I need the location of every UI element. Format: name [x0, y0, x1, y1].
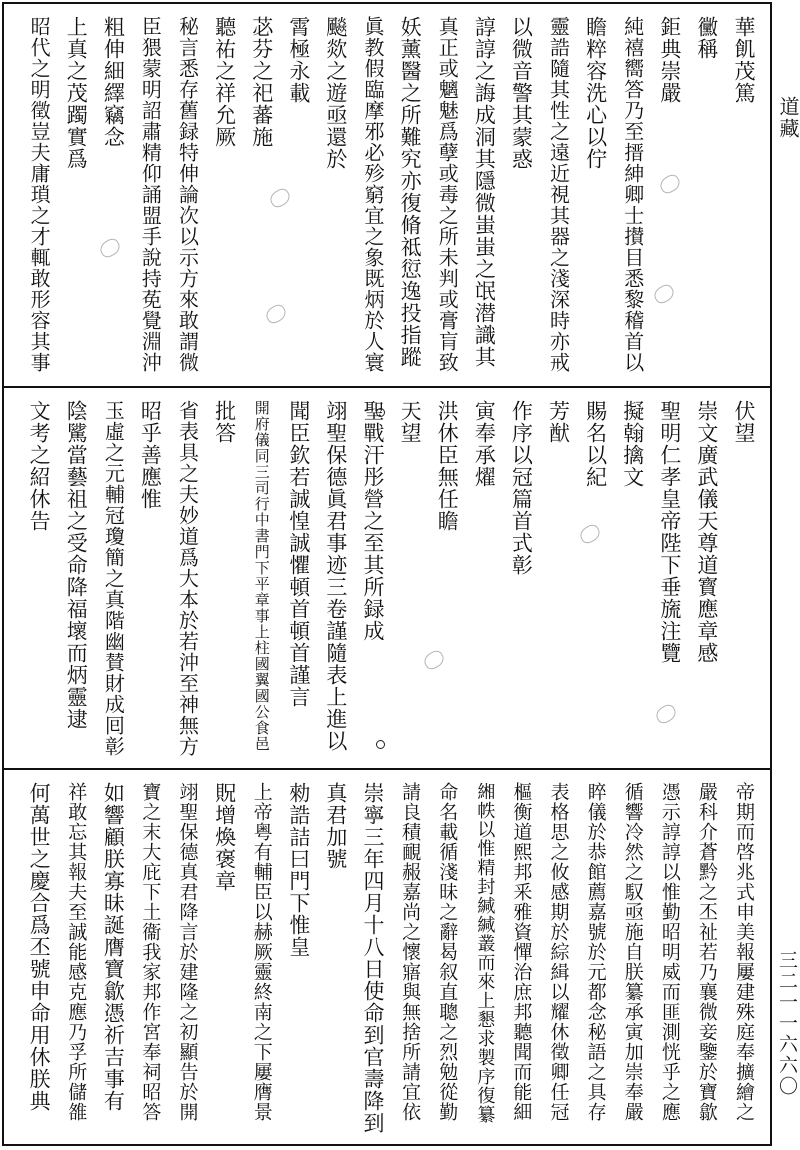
- text-column: 眞教假臨摩邪必殄窮宜之象既炳於人寰: [361, 16, 385, 373]
- text-panel-1: [18, 16, 756, 378]
- text-column: 天望: [398, 400, 423, 444]
- circle-mark: [376, 408, 385, 417]
- text-column: 聞臣欽若誠惶誠懼頓首頓首謹言: [286, 400, 311, 708]
- page-frame: [2, 2, 772, 1146]
- text-column: 伏望: [732, 400, 756, 444]
- text-column: 寅奉承燿: [472, 400, 497, 488]
- text-column: 緗帙以惟精封緘緘叢而來上懇求製序復纂: [474, 782, 496, 1124]
- text-column: 聽祐之祥允厥: [212, 16, 237, 148]
- text-column: 樞衡道熙邦釆雅資憚治庶邦聽聞而能細: [510, 782, 533, 1122]
- text-column: 洪休臣無任瞻: [435, 400, 460, 532]
- text-column: 祥敢忘其報夫至誠能感克應乃孚所儲雒: [65, 782, 88, 1122]
- text-column: 秘言悉存舊録特伸論次以示方來敢謂微: [175, 16, 200, 373]
- text-column: 上真之茂躅實爲: [64, 16, 89, 170]
- text-column: 命名載循淺昧之辭曷叙直聰之烈勉從勤: [436, 782, 459, 1122]
- text-column: 表格思之攸感期於綜緝以耀休徵卿任冠: [547, 782, 570, 1122]
- text-column: 憑示諄諄以惟勤昭明威而匪測恍乎之應: [658, 782, 681, 1122]
- text-column: 純禧嚮答乃至搢紳卿士攅目悉黎稽首以: [620, 16, 645, 373]
- text-column: 何萬世之慶合爲丕號申命用休朕典: [27, 782, 52, 1112]
- text-column: 崇文廣武儀天尊道寳應章感: [694, 400, 719, 664]
- text-column: 省表具之夫妙道爲大本於若沖至神無方: [175, 400, 200, 757]
- text-column: 黴稱: [694, 16, 719, 60]
- text-panel-2: [18, 400, 756, 762]
- text-column: 霄極永載: [286, 16, 311, 104]
- text-column: 翊聖保德眞君事迹三卷謹隨表上進以: [323, 400, 348, 752]
- text-column: 聖明仁孝皇帝陛下垂旒注覽: [657, 400, 682, 664]
- text-column: 嚴科介蒼黔之丕祉若乃襄微妾鑒於寶歙: [695, 782, 718, 1122]
- text-column: 帝期而啓兆式申美報屢建殊庭奉擴繪之: [733, 782, 755, 1122]
- panel-divider: [4, 768, 770, 770]
- text-column: 真正或魑魅爲孽或毒之所未判或膏肓致: [435, 16, 460, 373]
- text-column: 以微音警其蒙惑: [509, 16, 534, 170]
- text-column: 陰騭當藝祖之受命降福壞而炳靈逮: [64, 400, 89, 730]
- text-column: 華飢茂篤: [732, 16, 756, 104]
- text-column: 勑誥詰曰門下惟皇: [286, 782, 311, 958]
- text-column: 循響冷然之馭亟施自朕纂承寅加崇奉嚴: [621, 782, 644, 1122]
- text-column: 臣猥蒙明詔肅精仰誦盟手說持莬覺淵沖: [138, 16, 163, 373]
- panel-divider: [4, 386, 770, 388]
- text-column: 飈欻之遊亟還於: [323, 16, 348, 170]
- text-column: 賜名以紀: [583, 400, 608, 488]
- page-number: 三二一一六六〇: [776, 950, 798, 1097]
- text-column: 玉虛之元輔冠瓊簡之真階幽賛財成囘彰: [101, 400, 126, 757]
- text-column: 粗伸細繹竊念: [101, 16, 126, 148]
- text-column: 上帝粤有輔臣以赫厥靈終南之下屢膺景: [250, 782, 273, 1122]
- text-column: 請良積靦赧嘉尚之懷寤與無捨所請宜依: [399, 782, 422, 1122]
- text-column: 瞻粹容洗心以佇: [583, 16, 608, 170]
- collection-label: 道藏: [776, 96, 800, 140]
- text-panel-3: [18, 782, 756, 1140]
- text-column: 貺增煥褒章: [212, 782, 237, 892]
- text-column: 作序以冠篇首式彰: [509, 400, 534, 576]
- text-column: 聖戰汗彤營之至其所録成: [361, 400, 385, 642]
- text-column: 文考之紹休告: [27, 400, 52, 532]
- text-column: 諄諄之誨成洞其隱微蚩蚩之氓潜識其: [472, 16, 497, 368]
- text-column: 開府儀同三司行中書門下平章事上柱國翼國公食邑: [252, 400, 271, 752]
- text-column: 靈誥隨其性之遠近視其器之淺深時亦戒: [546, 16, 571, 373]
- text-column: 昭乎善應惟: [138, 400, 163, 510]
- text-column: 妖薰醫之所難究亦復脩祗愆逸投指蹤: [398, 16, 423, 368]
- circle-mark: [376, 740, 385, 749]
- text-column: 如響顧朕寡昧誕膺寶歙憑祈吉事有: [101, 782, 126, 1112]
- text-column: 睟儀於恭館薦嘉號於元都念秘語之具存: [584, 782, 607, 1122]
- text-column: 擬翰擒文: [620, 400, 645, 488]
- text-column: 崇寧三年四月十八日使命到官壽降到: [361, 782, 385, 1134]
- text-column: 翊聖保德真君降言於建隆之初顯告於開: [176, 782, 199, 1122]
- text-column: 寶之末大庇下土衞我家邦作宮奉祠昭答: [139, 782, 162, 1122]
- text-column: 昭代之明徵豈夫庸瑣之才輒敢形容其事: [27, 16, 52, 373]
- text-column: 苾芬之祀蕃施: [249, 16, 274, 148]
- text-column: 批答: [212, 400, 237, 444]
- text-column: 真君加號: [323, 782, 348, 870]
- text-column: 鉅典崇嚴: [657, 16, 682, 104]
- text-column: 芳猷: [546, 400, 571, 444]
